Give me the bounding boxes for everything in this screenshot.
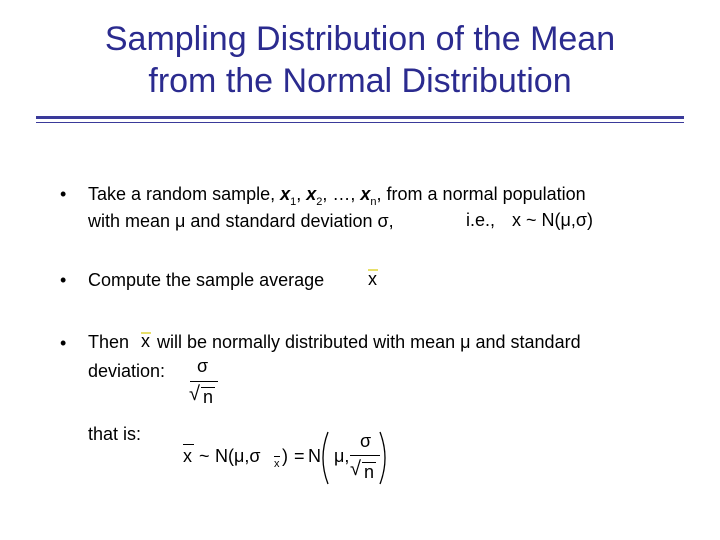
title-divider-thick [36, 116, 684, 119]
formula-n: n [364, 462, 375, 482]
formula-tilde: ~ [199, 446, 210, 466]
bullet-1-text: Take a random sample, [88, 184, 281, 204]
xbar-symbol-2: x [141, 331, 150, 351]
bullet-1-text-end: , from a normal population [376, 184, 586, 204]
var-x1: x [280, 184, 291, 204]
sub-xbar-overline [274, 456, 280, 457]
bullet-1-line-2: with mean μ and standard deviation σ, [88, 211, 394, 231]
bullet-marker-3: • [60, 333, 67, 353]
formula-xbar-overline [183, 444, 194, 445]
formula-sigma: σ [360, 431, 372, 451]
bullet-marker-1: • [60, 184, 67, 204]
population-formula: x ~ N(μ,σ) [512, 210, 593, 230]
formula-close-paren: ) [282, 446, 288, 466]
formula-normal-1: N(μ,σ [215, 446, 261, 466]
formula-sub-x: x [274, 458, 280, 470]
separator: , [296, 184, 307, 204]
title-line-2: from the Normal Distribution [148, 62, 572, 100]
fraction-numerator: σ [197, 356, 209, 376]
that-is-label: that is: [88, 424, 142, 444]
bullet-2-text: Compute the sample average [88, 270, 325, 290]
bullet-3-line-2: deviation: [88, 361, 166, 381]
xbar-symbol: x [368, 269, 377, 289]
ie-label: i.e., [466, 210, 496, 230]
subscript-1: 1 [290, 196, 297, 208]
subscript-2: 2 [316, 196, 323, 208]
fraction-line [190, 381, 218, 382]
subscript-n: n [370, 196, 377, 208]
right-paren [380, 432, 385, 484]
var-xn: x [360, 184, 371, 204]
bullet-3-then: Then [88, 332, 130, 352]
bullet-marker-2: • [60, 270, 67, 290]
var-x2: x [306, 184, 317, 204]
formula-fraction-line [350, 455, 380, 456]
left-paren [323, 432, 328, 484]
formula-normal-2: N [308, 446, 321, 466]
title-line-1: Sampling Distribution of the Mean [104, 20, 616, 58]
ellipsis: , …, [322, 184, 361, 204]
formula-sqrt-icon: √ [350, 458, 361, 480]
formula-x: x [183, 446, 192, 466]
fraction-denominator: n [203, 387, 214, 407]
title-divider-thin [36, 122, 684, 123]
formula-mu: μ, [334, 446, 350, 466]
formula-equals: = [294, 446, 305, 466]
sqrt-icon: √ [189, 383, 200, 405]
slide-title [0, 18, 720, 102]
bullet-3-rest: will be normally distributed with mean μ and standard [157, 332, 581, 352]
